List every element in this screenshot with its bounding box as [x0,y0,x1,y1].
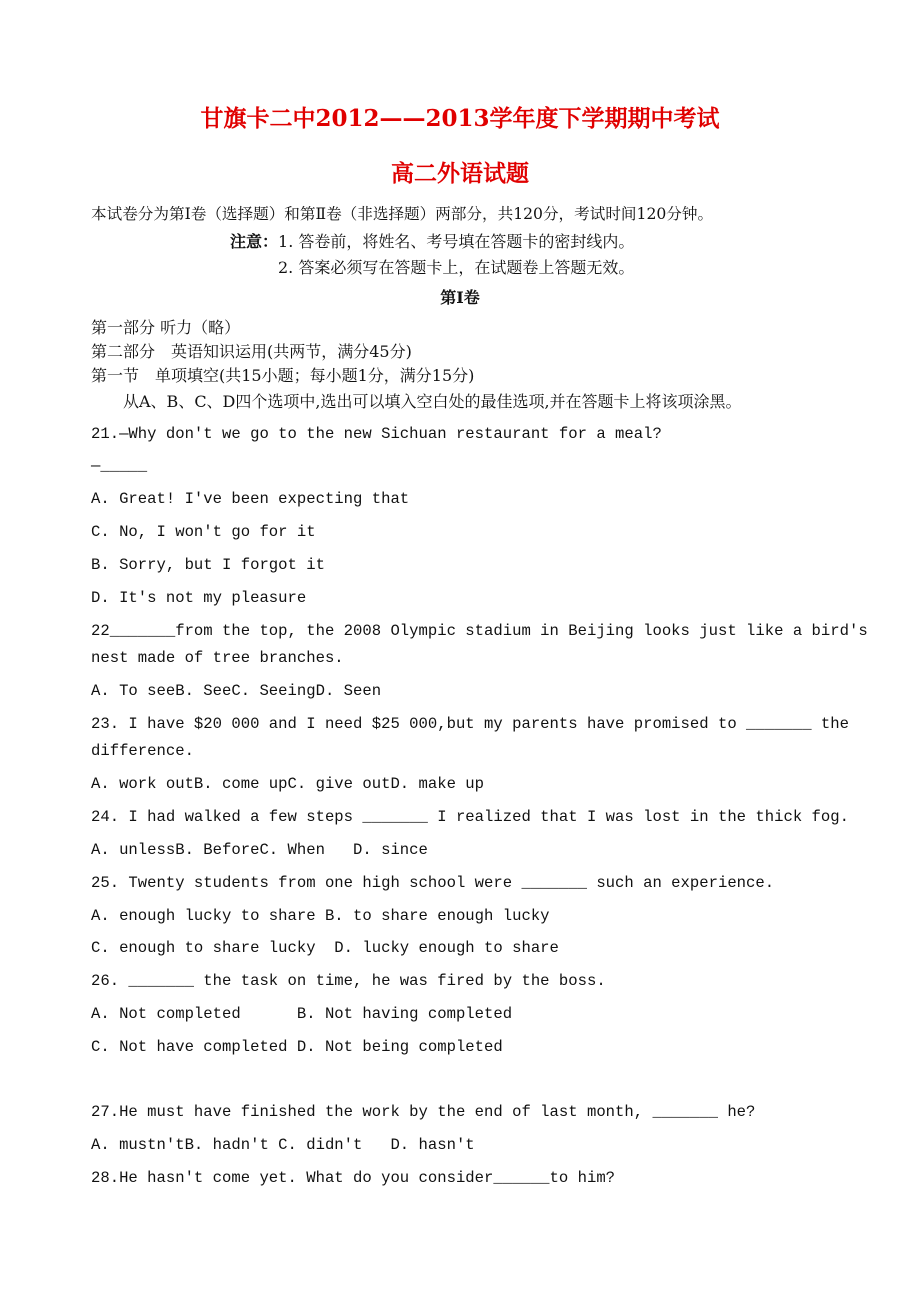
volume-heading: 第Ⅰ卷 [440,288,480,307]
question-23: 23. I have $20 000 and I need $25 000,but my parents have promised to _______ the [91,715,849,733]
notes-item-1 [230,234,634,250]
question-22: 22_______from the top, the 2008 Olympic stadium in Beijing looks just like a bird's [91,622,868,640]
intro-text: 本试卷分为第Ⅰ卷（选择题）和第Ⅱ卷（非选择题）两部分，共120分，考试时间120分钟。 [91,205,714,223]
question-26: 26. _______ the task on time, he was fired by the boss. [91,972,606,990]
section-instructions: 从A、B、C、D四个选项中,选出可以填入空白处的最佳选项,并在答题卡上将该项涂黑。 [91,392,742,411]
option-c: C. No, I won't go for it [91,523,316,541]
option-d: D. It's not my pleasure [91,589,307,607]
question-27: 27.He must have finished the work by the end of last month, _______ he? [91,1103,756,1121]
question-22-options: A. To seeB. SeeC. SeeingD. Seen [91,682,382,700]
question-24: 24. I had walked a few steps _______ I realized that I was lost in the thick fog. [91,808,849,826]
question-23-cont: difference. [91,742,194,760]
section-listening: 第一部分 听力（略） [91,318,241,337]
section-single-choice: 第一节 单项填空(共15小题；每小题1分，满分15分) [91,366,475,385]
question-24-options: A. unlessB. BeforeC. When D. since [91,841,428,859]
option-b: B. Sorry, but I forgot it [91,556,325,574]
notes-item-2: 2. 答案必须写在答题卡上，在试题卷上答题无效。 [278,258,635,277]
option-a: A. Great! I've been expecting that [91,490,410,508]
question-28: 28.He hasn't come yet. What do you consider______to him? [91,1169,616,1187]
question-21: 21.—Why don't we go to the new Sichuan restaurant for a meal? [91,425,662,443]
question-25-options-1: A. enough lucky to share B. to share enough lucky [91,907,550,925]
notes-text-1: 1. 答卷前，将姓名、考号填在答题卡的密封线内。 [278,232,635,251]
question-21-reply: —_____ [91,457,148,475]
question-22-cont: nest made of tree branches. [91,649,344,667]
exam-subtitle: 高二外语试题 [391,160,529,187]
question-25: 25. Twenty students from one high school were _______ such an experience. [91,874,775,892]
notes-label: 注意： [230,232,279,251]
question-23-options: A. work outB. come upC. give outD. make up [91,775,485,793]
question-27-options: A. mustn'tB. hadn't C. didn't D. hasn't [91,1136,475,1154]
question-26-options-1: A. Not completed B. Not having completed [91,1005,513,1023]
exam-title: 甘旗卡二中2012——2013学年度下学期期中考试 [200,105,720,132]
question-26-options-2: C. Not have completed D. Not being completed [91,1038,503,1056]
section-knowledge: 第二部分 英语知识运用(共两节，满分45分) [91,342,412,361]
question-25-options-2: C. enough to share lucky D. lucky enough to share [91,939,559,957]
